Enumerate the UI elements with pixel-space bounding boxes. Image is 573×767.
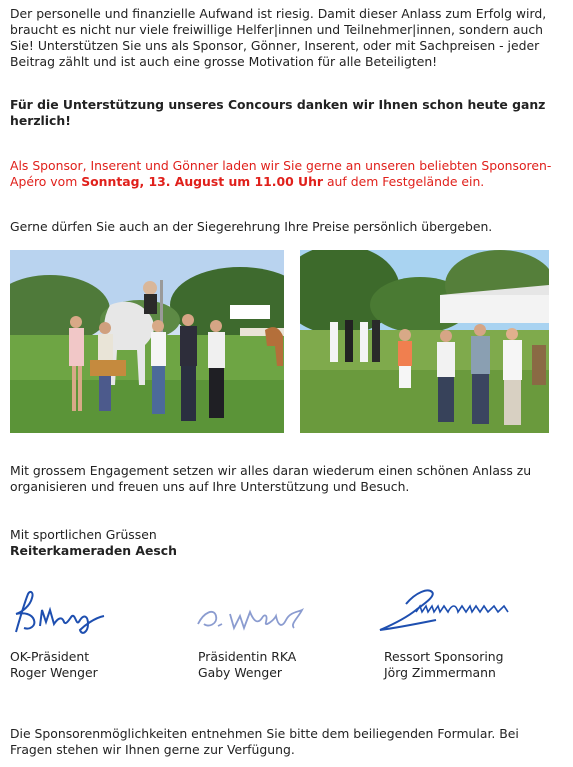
- greeting-line: Mit sportlichen Grüssen: [10, 527, 157, 542]
- signatory-name: Gaby Wenger: [198, 665, 282, 680]
- signatory-role: Präsidentin RKA: [198, 649, 297, 664]
- signatory-2: [198, 649, 296, 681]
- signature-roger-wenger: [10, 588, 110, 638]
- signatory-role: OK-Präsident: [10, 649, 90, 664]
- signatory-role: Ressort Sponsoring: [384, 649, 504, 664]
- prize-paragraph: Gerne dürfen Sie auch an der Siegerehrung Ihre Preise persönlich übergeben.: [10, 219, 493, 234]
- invitation-paragraph: [10, 158, 563, 190]
- signature-joerg-zimmermann: [376, 584, 522, 636]
- club-name: Reiterkameraden Aesch: [10, 543, 177, 558]
- intro-paragraph: Der personelle und finanzielle Aufwand ist riesig. Damit dieser Anlass zum Erfolg wird, braucht es nicht nur viele freiwillige Helfer|innen und Teilnehmer|innen, sondern auch Sie! Unterstützen Sie uns als Sponsor, Gönner, Inserent, oder mit Sachpreisen - jeder Beitrag zählt und ist auch eine grosse Motivation für alle Beteiligten!: [10, 6, 547, 69]
- commitment-paragraph: Mit grossem Engagement setzen wir alles daran wiederum einen schönen Anlass zu organisieren und freuen uns auf Ihre Unterstützung und Besuch.: [10, 463, 532, 494]
- signatory-1: [10, 649, 98, 681]
- footer-paragraph: Die Sponsorenmöglichkeiten entnehmen Sie bitte dem beiliegenden Formular. Bei Fragen stehen wir Ihnen gerne zur Verfügung.: [10, 726, 519, 757]
- signatory-3: [384, 649, 504, 681]
- invitation-location: auf dem Festgelände ein.: [323, 174, 485, 189]
- signatory-name: Roger Wenger: [10, 665, 98, 680]
- award-ceremony-photo: [10, 250, 284, 433]
- invitation-text: Als Sponsor, Inserent und Gönner laden wir Sie gerne an unseren beliebten Sponsoren-Apéro vom: [10, 158, 552, 189]
- invitation-date: Sonntag, 13. August um 11.00 Uhr: [81, 174, 324, 189]
- arena-riders-photo: [300, 250, 549, 433]
- signature-gaby-wenger: [194, 598, 306, 638]
- signatory-name: Jörg Zimmermann: [384, 665, 496, 680]
- thanks-paragraph: Für die Unterstützung unseres Concours danken wir Ihnen schon heute ganz herzlich!: [10, 97, 546, 128]
